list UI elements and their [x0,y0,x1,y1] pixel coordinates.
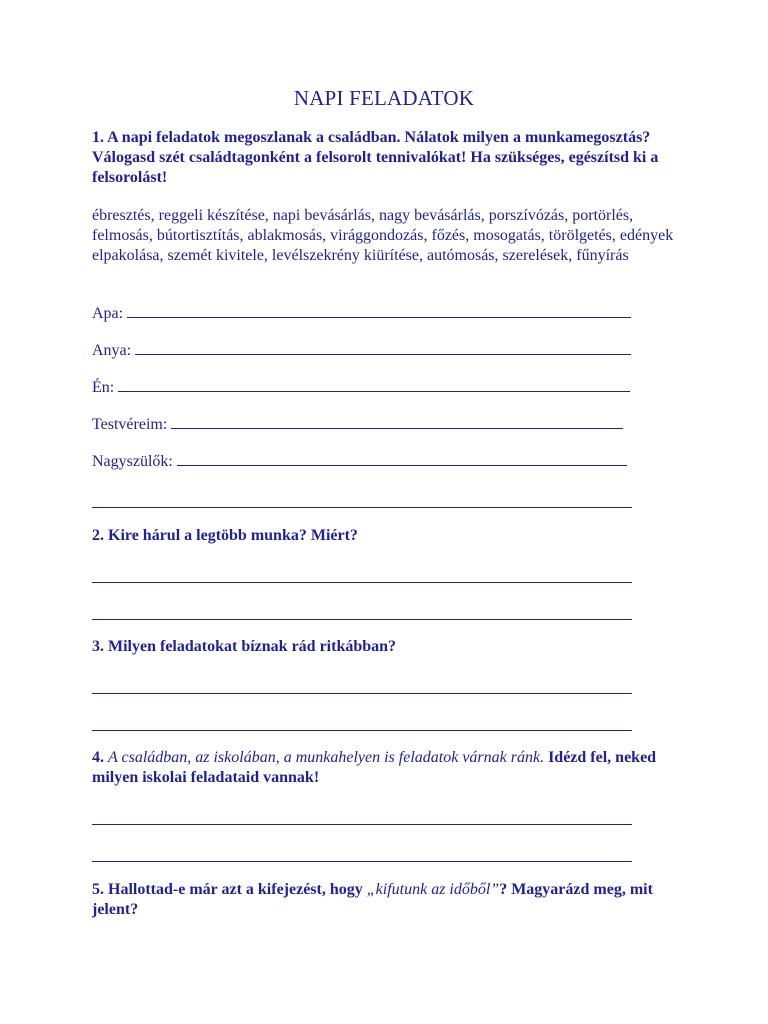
question-3-number: 3. [92,638,104,655]
answer-line-en[interactable] [118,377,630,392]
question-1 [92,128,692,188]
question-4-text: Idézd fel, neked milyen iskolai feladataid vannak! [92,749,657,786]
member-label-en: Én: [92,379,115,396]
question-1-number: 1. [92,129,104,146]
question-5 [92,880,692,920]
question-5-lead: 5. Hallottad-e már azt a kifejezést, hogy [92,881,363,898]
question-3-text: Milyen feladatokat bíznak rád ritkábban? [108,638,397,655]
answer-line-q3-2[interactable] [92,710,632,731]
answer-row-apa[interactable] [92,303,631,324]
member-label-nagyszulok: Nagyszülők: [92,453,173,470]
question-3 [92,637,692,657]
page-title: NAPI FELADATOK [293,86,475,110]
answer-line-q3-1[interactable] [92,673,632,694]
answer-row-testvereim[interactable] [92,414,623,435]
question-1-text: A napi feladatok megoszlanak a családban. Nálatok milyen a munkamegosztás? Válogasd szét családtagonként a felsorolt tennivalókat! Ha szükséges, egészítsd ki a felsorolást! [92,129,659,186]
answer-line-extra[interactable] [92,487,632,508]
member-label-testvereim: Testvéreim: [92,416,168,433]
answer-row-en[interactable] [92,377,630,398]
answer-row-nagyszulok[interactable] [92,451,627,472]
question-4-intro: A családban, az iskolában, a munkahelyen is feladatok várnak ránk. [108,749,545,766]
question-4-number: 4. [92,749,104,766]
question-4 [92,748,692,788]
answer-line-apa[interactable] [127,303,631,318]
answer-line-testvereim[interactable] [171,414,623,429]
answer-line-q4-1[interactable] [92,804,632,825]
answer-line-q4-2[interactable] [92,841,632,862]
member-label-apa: Apa: [92,305,124,322]
question-5-quote: „kifutunk az időből” [366,881,500,898]
question-2-text: Kire hárul a legtöbb munka? Miért? [108,527,358,544]
answer-line-q2-2[interactable] [92,599,632,620]
answer-line-nagyszulok[interactable] [177,451,627,466]
task-list: ébresztés, reggeli készítése, napi bevásárlás, nagy bevásárlás, porszívózás, portörlés, felmosás, bútortisztítás, ablakmosás, virággondozás, főzés, mosogatás, törölgetés, edények elpakolása, szemét kivitele, levélszekrény kiürítése, autómosás, szerelések, fűnyírás [92,207,674,264]
question-5-tail: ? Magyarázd meg, mit jelent? [92,881,653,918]
question-2 [92,526,692,546]
answer-line-anya[interactable] [135,340,631,355]
member-label-anya: Anya: [92,342,132,359]
answer-row-anya[interactable] [92,340,631,361]
question-2-number: 2. [92,527,104,544]
answer-line-q2-1[interactable] [92,562,632,583]
